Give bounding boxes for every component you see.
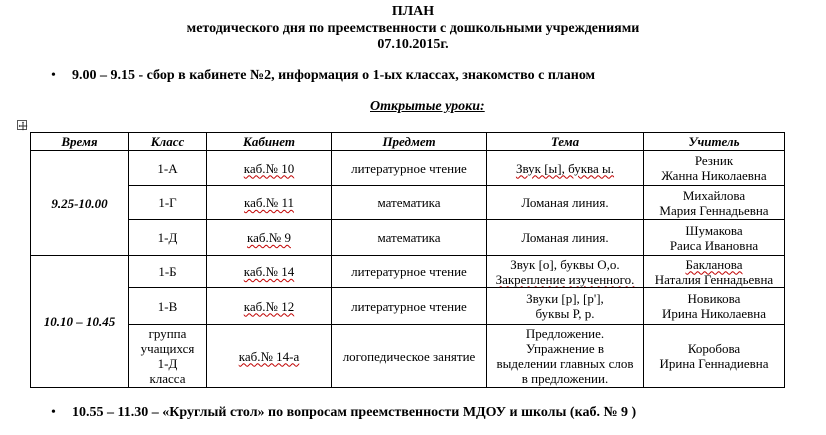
document-title: ПЛАН [391, 4, 435, 19]
room-cell [207, 256, 332, 288]
class-cell [129, 256, 207, 288]
topic-cell [487, 325, 644, 388]
topic-cell [487, 256, 644, 288]
room-label: каб.№ 10 [243, 160, 295, 176]
subject-cell: литературное чтение [332, 256, 487, 288]
subject-cell: математика [332, 186, 487, 220]
document-subtitle: методического дня по преемственности с дошкольными учреждениями [186, 21, 640, 36]
class-cell [129, 288, 207, 325]
class-line: 1-Д [157, 230, 178, 245]
class-cell [129, 325, 207, 388]
teacher-surname: Шумакова [685, 222, 743, 238]
header-time: Время [31, 133, 129, 151]
class-line: 1-А [157, 160, 178, 176]
class-line: класса [149, 371, 186, 386]
time-slot-cell: 10.10 – 10.45 [31, 256, 129, 388]
table-row [31, 186, 785, 220]
subject-cell: математика [332, 220, 487, 256]
teacher-name: Жанна Николаевна [661, 168, 767, 183]
header-subject: Предмет [332, 133, 487, 151]
table-move-handle-icon[interactable] [17, 120, 27, 130]
topic-line: Звуки [р], [р'], [526, 291, 604, 306]
topic-cell [487, 186, 644, 220]
class-line: 1-Б [158, 264, 177, 279]
class-line: 1-Д [157, 356, 178, 371]
table-row [31, 325, 785, 388]
teacher-cell [644, 151, 785, 186]
room-label: каб.№ 9 [247, 230, 291, 245]
bullet-icon: • [51, 68, 56, 83]
topic-line: Ломаная линия. [521, 195, 609, 210]
teacher-name: Ирина Николаевна [661, 306, 767, 321]
class-cell [129, 151, 207, 186]
header-teacher: Учитель [644, 133, 785, 151]
topic-cell [487, 288, 644, 325]
topic-cell [487, 220, 644, 256]
subject-cell: литературное чтение [332, 288, 487, 325]
table-row [31, 288, 785, 325]
class-cell [129, 186, 207, 220]
table-row [31, 220, 785, 256]
room-label: каб.№ 11 [244, 195, 294, 210]
topic-line: выделении главных слов [496, 356, 634, 371]
header-class: Класс [129, 133, 207, 151]
class-line: учащихся [140, 341, 195, 356]
subject-cell: литературное чтение [332, 151, 487, 186]
topic-line: в предложении. [521, 371, 609, 386]
teacher-cell [644, 325, 785, 388]
schedule-item-gathering: 9.00 – 9.15 - сбор в кабинете №2, информация о 1-ых классах, знакомство с планом [72, 68, 596, 83]
time-slot-cell: 9.25-10.00 [31, 151, 129, 256]
teacher-surname: Новикова [687, 291, 741, 306]
room-label: каб.№ 14-а [238, 348, 300, 364]
teacher-surname: Бакланова [685, 256, 743, 272]
room-cell [207, 325, 332, 388]
teacher-surname: Резник [694, 153, 734, 168]
teacher-cell [644, 288, 785, 325]
table-header-row [31, 133, 785, 151]
teacher-name: Ирина Геннадиевна [659, 356, 769, 371]
schedule-item-round-table: 10.55 – 11.30 – «Круглый стол» по вопросам преемственности МДОУ и школы (каб. № 9 ) [72, 405, 637, 420]
topic-line: Предложение. [525, 326, 605, 341]
topic-line: Ломаная линия. [521, 230, 609, 245]
topic-line: Звук [ы], буква ы. [515, 160, 615, 176]
topic-line: Звук [о], буквы О,о. [510, 256, 620, 272]
teacher-cell [644, 220, 785, 256]
room-cell [207, 151, 332, 186]
teacher-surname: Михайлова [682, 187, 746, 203]
room-label: каб.№ 14 [243, 264, 295, 279]
teacher-cell [644, 186, 785, 220]
topic-line: буквы Р, р. [535, 306, 595, 321]
subject-cell: логопедическое занятие [332, 325, 487, 388]
class-cell [129, 220, 207, 256]
header-room: Кабинет [207, 133, 332, 151]
class-line: 1-В [157, 298, 178, 314]
document-date: 07.10.2015г. [377, 37, 449, 52]
room-cell [207, 288, 332, 325]
teacher-name: Раиса Ивановна [669, 237, 759, 253]
section-heading: Открытые уроки: [370, 99, 485, 114]
teacher-name: Наталия Геннадьевна [654, 271, 774, 287]
room-label: каб.№ 12 [243, 298, 295, 314]
teacher-cell [644, 256, 785, 288]
bullet-icon: • [51, 405, 56, 420]
table-row [31, 151, 785, 186]
topic-cell [487, 151, 644, 186]
header-topic: Тема [487, 133, 644, 151]
class-line: группа [148, 326, 187, 341]
teacher-name: Мария Геннадьевна [659, 202, 769, 218]
topic-line: Закрепление изученного. [495, 271, 635, 287]
topic-line: Упражнение в [525, 341, 605, 356]
room-cell [207, 186, 332, 220]
class-line: 1-Г [158, 195, 177, 210]
lessons-table [30, 132, 785, 388]
teacher-surname: Коробова [687, 341, 741, 356]
room-cell [207, 220, 332, 256]
table-row [31, 256, 785, 288]
